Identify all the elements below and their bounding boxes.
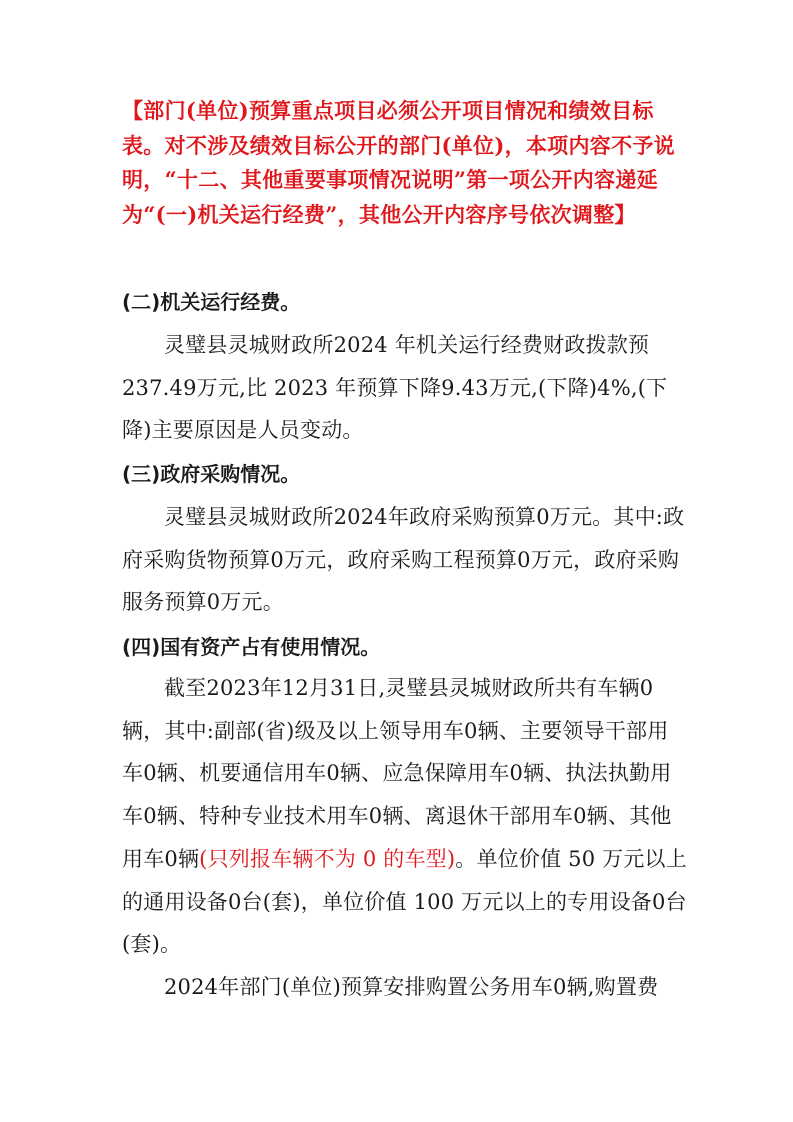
equipment-text: 。单位价值 50 万元以上的通用设备0台(套)，单位价值 100 万元以上的专用设备0台(套)。: [122, 846, 687, 957]
section-heading-government-procurement: (三)政府采购情况。: [122, 462, 301, 486]
section-heading-state-assets: (四)国有资产占有使用情况。: [122, 635, 381, 659]
section-heading-operating-expenses: (二)机关运行经费。: [122, 290, 301, 314]
disclosure-note: 【部门(单位)预算重点项目必须公开项目情况和绩效目标表。对不涉及绩效目标公开的部门(单位)，本项内容不予说明，“十二、其他重要事项情况说明”第一项公开内容递延为“(一)机关运行经费”，其他公开内容序号依次调整】: [122, 98, 675, 227]
operating-expenses-paragraph: 灵璧县灵城财政所2024 年机关运行经费财政拨款预237.49万元,比 2023 年预算下降9.43万元,(下降)4%,(下降)主要原因是人员变动。: [122, 333, 668, 443]
vehicle-purchase-paragraph: 2024年部门(单位)预算安排购置公务用车0辆,购置费: [164, 975, 659, 999]
vehicles-text: 截至2023年12月31日,灵璧县灵城财政所共有车辆0辆，其中:副部(省)级及以上领导用车0辆、主要领导干部用车0辆、机要通信用车0辆、应急保障用车0辆、执法执勤用车0辆、特种专业技术用车0辆、离退休干部用车0辆、其他用车0辆: [122, 676, 672, 871]
state-assets-paragraph: [122, 667, 687, 966]
vehicle-note: (只列报车辆不为 0 的车型): [199, 846, 456, 871]
government-procurement-paragraph: 灵璧县灵城财政所2024年政府采购预算0万元。其中:政府采购货物预算0万元，政府采购工程预算0万元，政府采购服务预算0万元。: [122, 505, 685, 615]
